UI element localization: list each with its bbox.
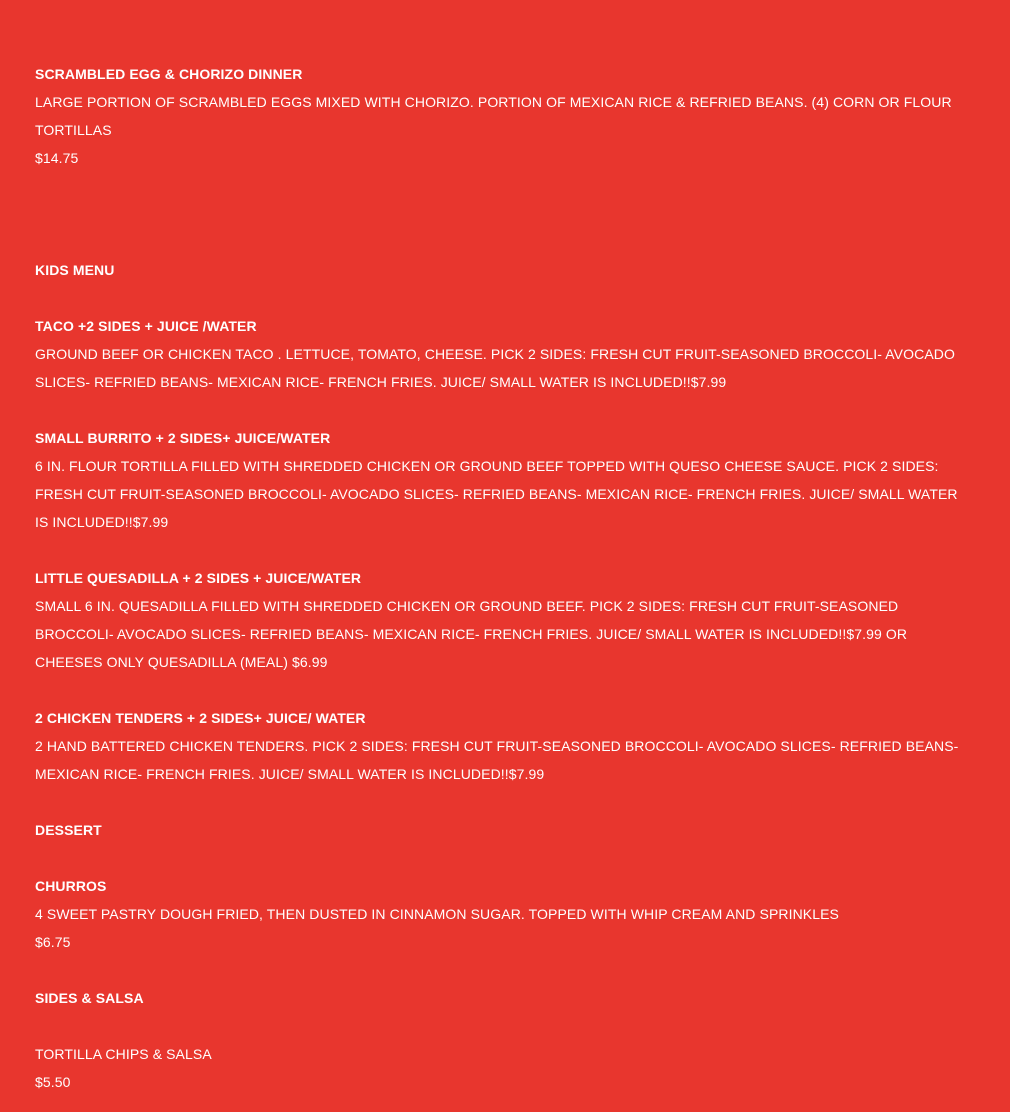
- item-description: 2 HAND BATTERED CHICKEN TENDERS. PICK 2 SIDES: FRESH CUT FRUIT-SEASONED BROCCOLI- AVOCADO SLICES- REFRIED BEANS- MEXICAN RICE- FRENCH FRIES. JUICE/ SMALL WATER IS INCLUDED!!$7.99: [35, 738, 959, 782]
- dessert-item-churros: [35, 872, 975, 956]
- spacer: [35, 676, 975, 704]
- kids-item-taco: [35, 312, 975, 396]
- item-price: $5.50: [35, 1074, 71, 1090]
- section-heading-dessert: DESSERT: [35, 822, 102, 838]
- section-heading-kids: KIDS MENU: [35, 262, 115, 278]
- item-description: SMALL 6 IN. QUESADILLA FILLED WITH SHREDDED CHICKEN OR GROUND BEEF. PICK 2 SIDES: FRESH CUT FRUIT-SEASONED BROCCOLI- AVOCADO SLICES- REFRIED BEANS- MEXICAN RICE- FRENCH FRIES. JUICE/ SMALL WATER IS INCLUDED!!$7.99 OR CHEESES ONLY QUESADILLA (MEAL) $6.99: [35, 598, 908, 670]
- item-title: CHURROS: [35, 878, 107, 894]
- spacer: [35, 1012, 975, 1040]
- item-title: SMALL BURRITO + 2 SIDES+ JUICE/WATER: [35, 430, 331, 446]
- spacer: [35, 536, 975, 564]
- item-title: LITTLE QUESADILLA + 2 SIDES + JUICE/WATER: [35, 570, 362, 586]
- item-description: GROUND BEEF OR CHICKEN TACO . LETTUCE, TOMATO, CHEESE. PICK 2 SIDES: FRESH CUT FRUIT-SEASONED BROCCOLI- AVOCADO SLICES- REFRIED BEANS- MEXICAN RICE- FRENCH FRIES. JUICE/ SMALL WATER IS INCLUDED!!$7.99: [35, 346, 955, 390]
- spacer: [35, 172, 975, 256]
- spacer: [35, 284, 975, 312]
- item-title: TORTILLA CHIPS & SALSA: [35, 1046, 212, 1062]
- item-price: $6.75: [35, 934, 71, 950]
- kids-item-quesadilla: [35, 564, 975, 676]
- sides-section: [35, 984, 975, 1096]
- dinner-item: [35, 60, 975, 172]
- kids-item-burrito: [35, 424, 975, 536]
- sides-item-chips-salsa: [35, 1040, 975, 1096]
- kids-item-chicken-tenders: [35, 704, 975, 788]
- item-title: SCRAMBLED EGG & CHORIZO DINNER: [35, 66, 303, 82]
- item-title: TACO +2 SIDES + JUICE /WATER: [35, 318, 257, 334]
- section-heading-sides: SIDES & SALSA: [35, 990, 144, 1006]
- item-title: 2 CHICKEN TENDERS + 2 SIDES+ JUICE/ WATER: [35, 710, 366, 726]
- item-description: 4 SWEET PASTRY DOUGH FRIED, THEN DUSTED IN CINNAMON SUGAR. TOPPED WITH WHIP CREAM AND SPRINKLES: [35, 906, 839, 922]
- spacer: [35, 956, 975, 984]
- item-price: $14.75: [35, 150, 79, 166]
- dessert-section: [35, 816, 975, 956]
- spacer: [35, 396, 975, 424]
- kids-menu-section: [35, 256, 975, 788]
- item-description: LARGE PORTION OF SCRAMBLED EGGS MIXED WITH CHORIZO. PORTION OF MEXICAN RICE & REFRIED BEANS. (4) CORN OR FLOUR TORTILLAS: [35, 94, 952, 138]
- item-description: 6 IN. FLOUR TORTILLA FILLED WITH SHREDDED CHICKEN OR GROUND BEEF TOPPED WITH QUESO CHEESE SAUCE. PICK 2 SIDES: FRESH CUT FRUIT-SEASONED BROCCOLI- AVOCADO SLICES- REFRIED BEANS- MEXICAN RICE- FRENCH FRIES. JUICE/ SMALL WATER IS INCLUDED!!$7.99: [35, 458, 958, 530]
- spacer: [35, 788, 975, 816]
- spacer: [35, 844, 975, 872]
